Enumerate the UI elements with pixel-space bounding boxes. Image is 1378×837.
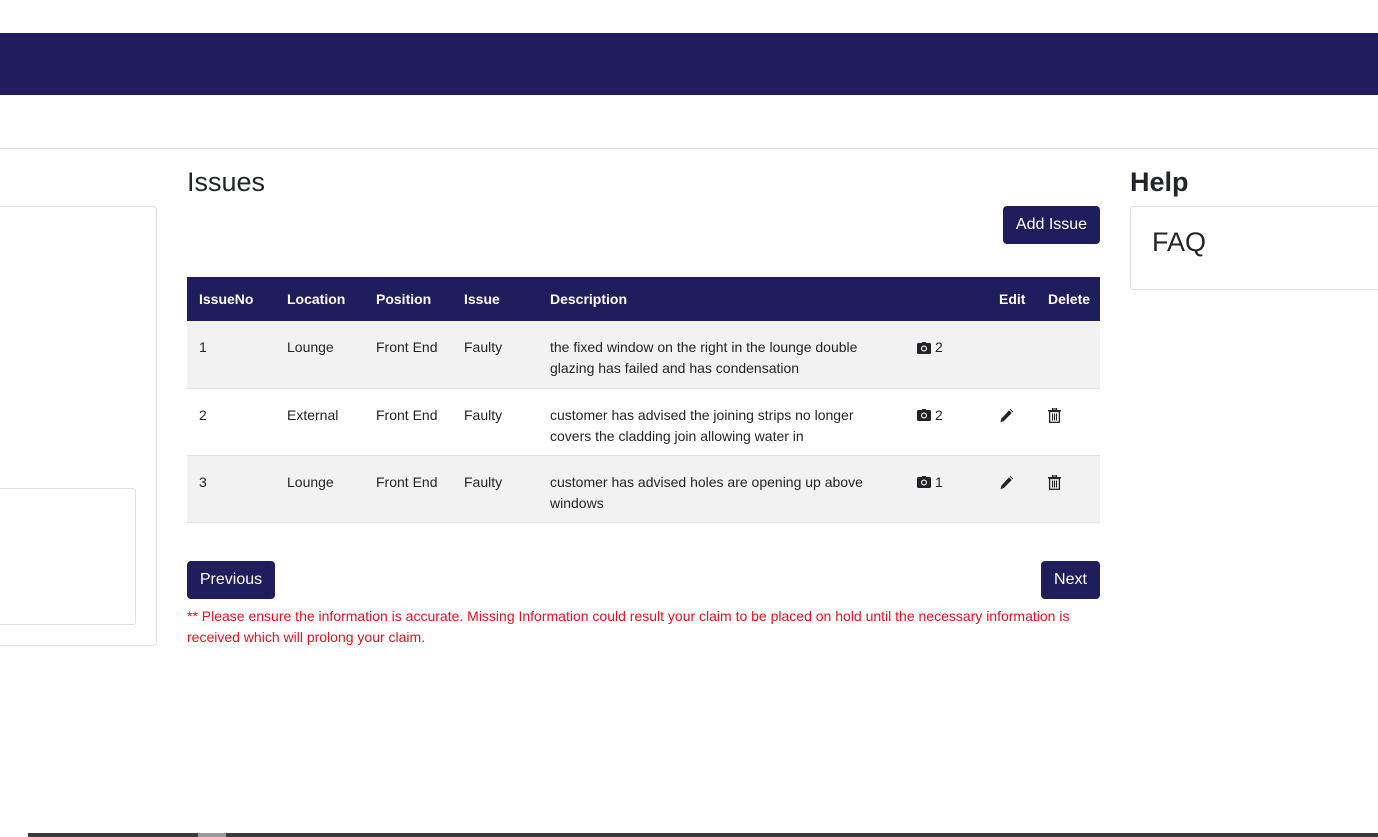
issue-description: customer has advised holes are opening up above windows: [538, 455, 905, 522]
column-header-photos: [905, 277, 987, 321]
column-header-position: Position: [364, 277, 452, 321]
column-header-issueno: IssueNo: [187, 277, 275, 321]
issue-location: Lounge: [275, 321, 364, 388]
edit-cell: [987, 455, 1036, 522]
bottom-scrollbar[interactable]: [28, 833, 1378, 837]
issue-description: the fixed window on the right in the lounge double glazing has failed and has condensation: [538, 321, 905, 388]
column-header-edit: Edit: [987, 277, 1036, 321]
issue-type: Faulty: [452, 388, 538, 455]
trash-icon[interactable]: [1048, 408, 1061, 423]
help-title: Help: [1130, 167, 1189, 197]
photo-cell: [905, 455, 987, 522]
issue-position: Front End: [364, 455, 452, 522]
delete-cell: [1036, 455, 1100, 522]
photo-cell: [905, 321, 987, 388]
column-header-location: Location: [275, 277, 364, 321]
photo-cell: [905, 388, 987, 455]
edit-cell: [987, 388, 1036, 455]
table-row: [187, 321, 1100, 388]
top-strip: [0, 0, 1378, 33]
photo-link[interactable]: [917, 472, 943, 493]
table-row: [187, 455, 1100, 522]
issue-description: customer has advised the joining strips no longer covers the cladding join allowing water in: [538, 388, 905, 455]
column-header-description: Description: [538, 277, 905, 321]
edit-cell-empty: [987, 321, 1036, 388]
scrollbar-thumb[interactable]: [198, 833, 226, 837]
photo-count: 2: [935, 406, 943, 423]
issue-position: Front End: [364, 321, 452, 388]
sub-navbar: [0, 95, 1378, 149]
camera-icon: [917, 342, 931, 354]
pencil-icon[interactable]: [999, 408, 1014, 423]
issue-number: 3: [187, 455, 275, 522]
camera-icon: [917, 409, 931, 421]
column-header-delete: Delete: [1036, 277, 1100, 321]
delete-cell: [1036, 388, 1100, 455]
camera-icon: [917, 476, 931, 488]
photo-link[interactable]: [917, 337, 943, 358]
issue-number: 2: [187, 388, 275, 455]
faq-link[interactable]: FAQ: [1152, 227, 1207, 257]
issue-position: Front End: [364, 388, 452, 455]
issue-location: Lounge: [275, 455, 364, 522]
pencil-icon[interactable]: [999, 475, 1014, 490]
table-header-row: [187, 277, 1100, 321]
table-row: [187, 388, 1100, 455]
issue-number: 1: [187, 321, 275, 388]
issue-type: Faulty: [452, 321, 538, 388]
next-button[interactable]: Next: [1041, 561, 1100, 599]
delete-cell-empty: [1036, 321, 1100, 388]
photo-count: 2: [935, 339, 943, 355]
issue-type: Faulty: [452, 455, 538, 522]
photo-count: 1: [935, 473, 943, 490]
photo-link[interactable]: [917, 405, 943, 426]
issue-location: External: [275, 388, 364, 455]
left-panel-inner-box: [0, 488, 136, 625]
issues-title: Issues: [187, 167, 266, 197]
issues-table: [187, 277, 1100, 523]
trash-icon[interactable]: [1048, 475, 1061, 490]
top-navbar: [0, 33, 1378, 95]
add-issue-button[interactable]: Add Issue: [1003, 206, 1100, 244]
column-header-issue: Issue: [452, 277, 538, 321]
previous-button[interactable]: Previous: [187, 561, 275, 599]
help-card: [1130, 206, 1378, 290]
accuracy-warning: ** Please ensure the information is accurate. Missing Information could result your claim to be placed on hold until the necessary information is received which will prolong your claim.: [187, 608, 1070, 645]
